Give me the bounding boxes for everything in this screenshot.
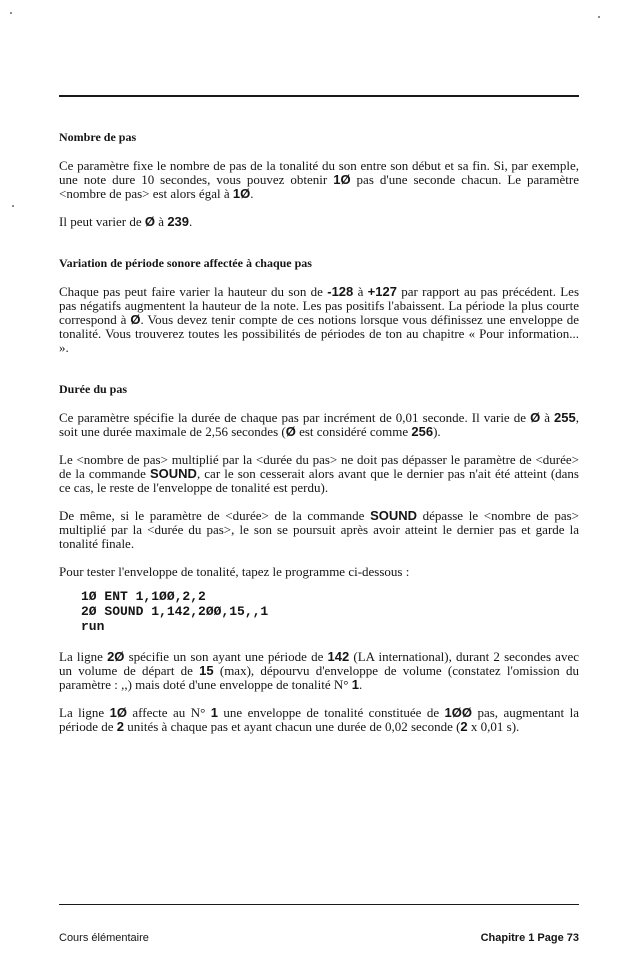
- text-run: Le <nombre de pas> multiplié par la <durée du pas> ne doit pas dépasser le paramètre de <durée> de la commande: [59, 452, 579, 481]
- paragraph: [59, 509, 579, 551]
- text-run: à: [540, 410, 555, 425]
- text-run: De même, si le paramètre de <durée> de la commande: [59, 508, 371, 523]
- text-run: une enveloppe de tonalité constituée de: [217, 705, 445, 720]
- code-listing: [81, 589, 579, 634]
- scan-speck: [598, 16, 600, 18]
- text-run: ).: [433, 424, 441, 439]
- section-heading: Durée du pas: [59, 382, 128, 396]
- bold-value: -128: [327, 284, 354, 299]
- text-run: .: [250, 186, 254, 201]
- bold-value: SOUND: [149, 466, 197, 481]
- bold-value: 2Ø: [107, 649, 125, 664]
- text-run: dépasse le <nombre de pas> multiplié par la <durée du pas>, le son se poursuit après avoir atteint le dernier pas et garde la tonalité finale.: [59, 508, 579, 551]
- bold-value: Ø: [130, 312, 141, 327]
- scan-speck: [12, 205, 14, 207]
- footer-page-number: Chapitre 1 Page 73: [480, 932, 579, 944]
- bold-value: 1: [210, 705, 218, 720]
- text-run: , soit une durée maximale de 2,56 secondes (: [59, 410, 579, 439]
- code-line: run: [81, 619, 105, 634]
- text-run: (max), dépourvu d'enveloppe de volume (constatez l'omission du paramètre : ,,) mais doté d'une enveloppe de tonalité N°: [59, 663, 579, 692]
- code-line: 1Ø ENT 1,1ØØ,2,2: [81, 589, 206, 604]
- page-body: [59, 130, 579, 748]
- paragraph: [59, 565, 579, 579]
- bold-value: 239: [167, 214, 190, 229]
- text-run: unités à chaque pas et ayant chacun une durée de 0,02 seconde (: [124, 719, 461, 734]
- paragraph: [59, 650, 579, 692]
- bold-value: 1ØØ: [444, 705, 473, 720]
- bold-value: Ø: [144, 214, 156, 229]
- text-run: Chaque pas peut faire varier la hauteur du son de: [59, 284, 328, 299]
- bold-value: 15: [199, 663, 214, 678]
- scan-speck: [10, 12, 12, 14]
- bottom-rule: [59, 904, 579, 905]
- text-run: (LA international), durant 2 secondes avec un volume de départ de: [59, 649, 579, 678]
- text-run: Ce paramètre fixe le nombre de pas de la tonalité du son entre son début et sa fin. Si, par exemple, une note dure 10 secondes, vous pouvez obtenir: [59, 158, 579, 187]
- text-run: .: [189, 214, 193, 229]
- paragraph: [59, 706, 579, 734]
- text-run: . Vous devez tenir compte de ces notions lorsque vous définissez une enveloppe de tonalité. Vous trouverez toutes les possibilités de périodes de ton au chapitre « Pour information... ».: [59, 312, 579, 355]
- text-run: Ce paramètre spécifie la durée de chaque pas par incrément de 0,01 seconde. Il varie de: [59, 410, 531, 425]
- text-run: pas, augmentant la période de: [59, 705, 579, 734]
- bold-value: SOUND: [370, 508, 418, 523]
- text-run: pas d'une seconde chacun. Le paramètre <nombre de pas> est alors égal à: [59, 172, 579, 201]
- code-line: 2Ø SOUND 1,142,2ØØ,15,,1: [81, 604, 269, 619]
- text-run: La ligne: [59, 649, 108, 664]
- bold-value: 255: [554, 410, 576, 425]
- bold-value: 1Ø: [109, 705, 127, 720]
- paragraph: [59, 159, 579, 201]
- text-run: La ligne: [59, 705, 110, 720]
- bold-value: +127: [367, 284, 397, 299]
- text-run: affecte au N°: [126, 705, 211, 720]
- bold-value: 2: [116, 719, 124, 734]
- top-rule: [59, 95, 579, 97]
- footer-title: Cours élémentaire: [59, 932, 149, 944]
- text-run: Il peut varier de: [59, 214, 145, 229]
- text-run: spécifie un son ayant une période de: [124, 649, 328, 664]
- paragraph: [59, 285, 579, 355]
- text-run: par rapport au pas précédent. Les pas négatifs augmentent la hauteur de la note. Les pas positifs l'abaissent. La période la plus courte correspond à: [59, 284, 580, 327]
- section-heading: Variation de période sonore affectée à chaque pas: [59, 256, 312, 270]
- bold-value: 2: [460, 719, 468, 734]
- paragraph: [59, 411, 579, 439]
- bold-value: 1: [351, 677, 359, 692]
- text-run: à: [353, 284, 368, 299]
- text-run: , car le son cesserait alors avant que le dernier pas n'ait été atteint (dans ce cas, le reste de l'enveloppe de tonalité est perdu).: [59, 466, 579, 495]
- text-run: est considéré comme: [295, 424, 412, 439]
- paragraph: [59, 215, 579, 229]
- bold-value: 1Ø: [333, 172, 351, 187]
- bold-value: 1Ø: [232, 186, 251, 201]
- paragraph: [59, 453, 579, 495]
- text-run: à: [155, 214, 168, 229]
- bold-value: 256: [411, 424, 434, 439]
- bold-value: Ø: [530, 410, 541, 425]
- section-heading: Nombre de pas: [59, 130, 137, 144]
- text-run: .: [358, 677, 363, 692]
- text-run: x 0,01 s).: [467, 719, 520, 734]
- text-run: Pour tester l'enveloppe de tonalité, tapez le programme ci-dessous :: [59, 564, 410, 579]
- bold-value: 142: [327, 649, 350, 664]
- bold-value: Ø: [285, 424, 296, 439]
